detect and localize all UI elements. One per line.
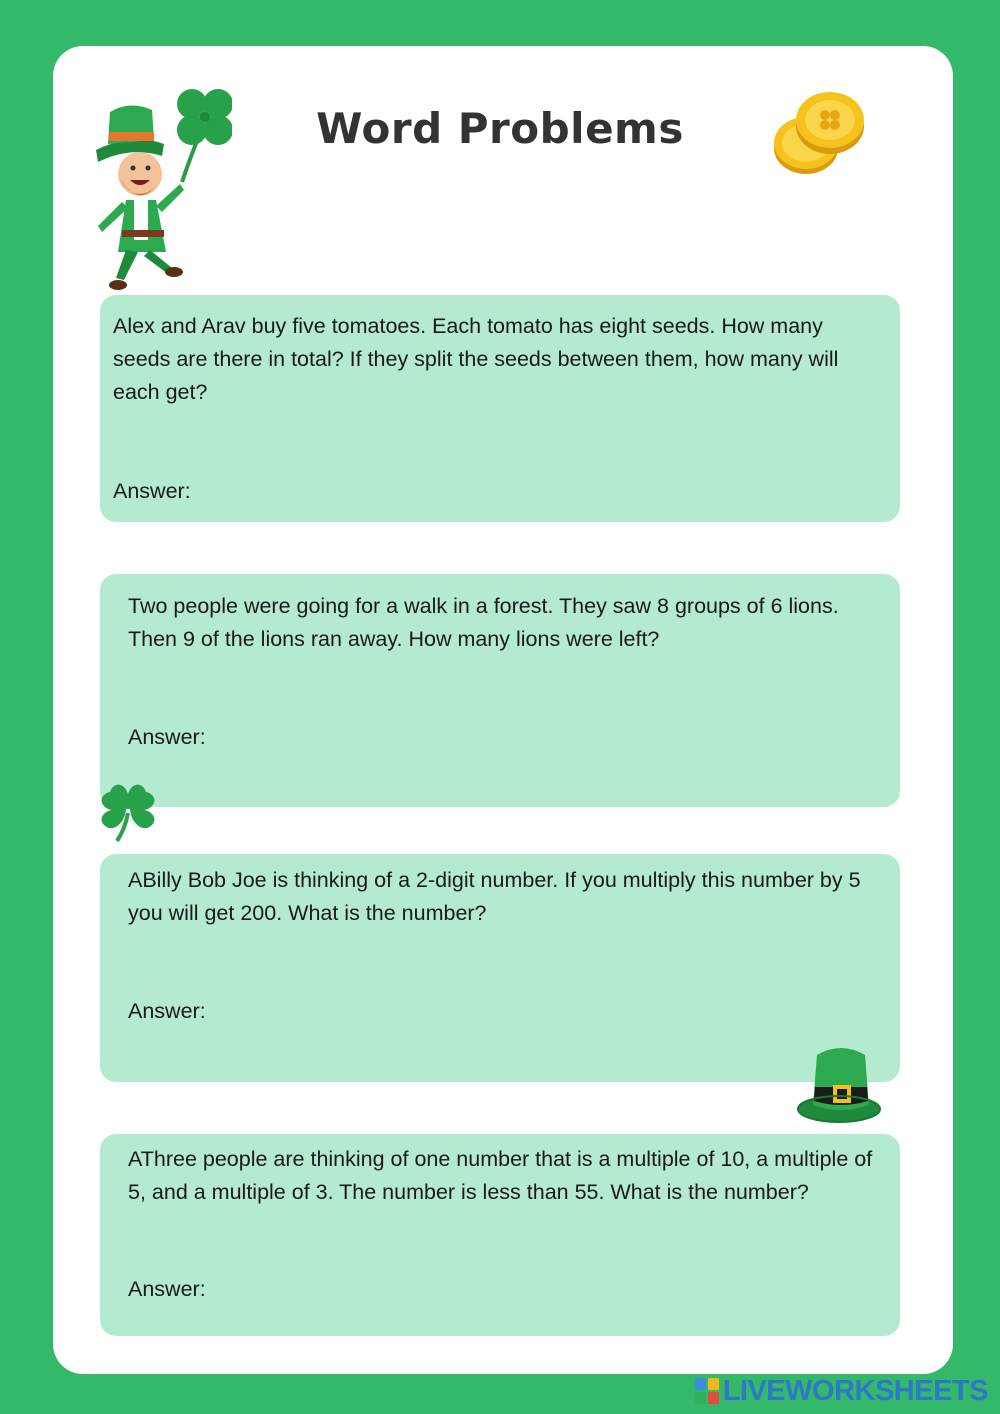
question-card	[100, 854, 900, 1082]
question-card	[100, 1134, 900, 1336]
answer-label: Answer:	[113, 479, 191, 503]
shamrock-icon	[95, 777, 161, 843]
question-card	[100, 295, 900, 522]
leprechaun-illustration	[92, 82, 232, 297]
question-text: Alex and Arav buy five tomatoes. Each tomato has eight seeds. How many seeds are there in total? If they split the seeds between them, how many will each get?	[113, 314, 839, 404]
watermark	[695, 1374, 988, 1408]
question-text: Two people were going for a walk in a forest. They saw 8 groups of 6 lions. Then 9 of the lions ran away. How many lions were left?	[128, 594, 839, 651]
answer-label: Answer:	[128, 999, 206, 1023]
liveworksheets-logo-icon	[695, 1378, 719, 1404]
answer-label: Answer:	[128, 725, 206, 749]
gold-coins-icon	[770, 88, 870, 186]
leprechaun-hat-icon	[797, 1043, 883, 1125]
watermark-text: LIVEWORKSHEETS	[722, 1374, 988, 1407]
question-card	[100, 574, 900, 807]
page-title: Word Problems	[316, 104, 684, 153]
question-text: ABilly Bob Joe is thinking of a 2-digit number. If you multiply this number by 5 you will get 200. What is the number?	[128, 868, 861, 925]
question-text: AThree people are thinking of one number that is a multiple of 10, a multiple of 5, and a multiple of 3. The number is less than 55. What is the number?	[128, 1147, 873, 1204]
answer-label: Answer:	[128, 1277, 206, 1301]
